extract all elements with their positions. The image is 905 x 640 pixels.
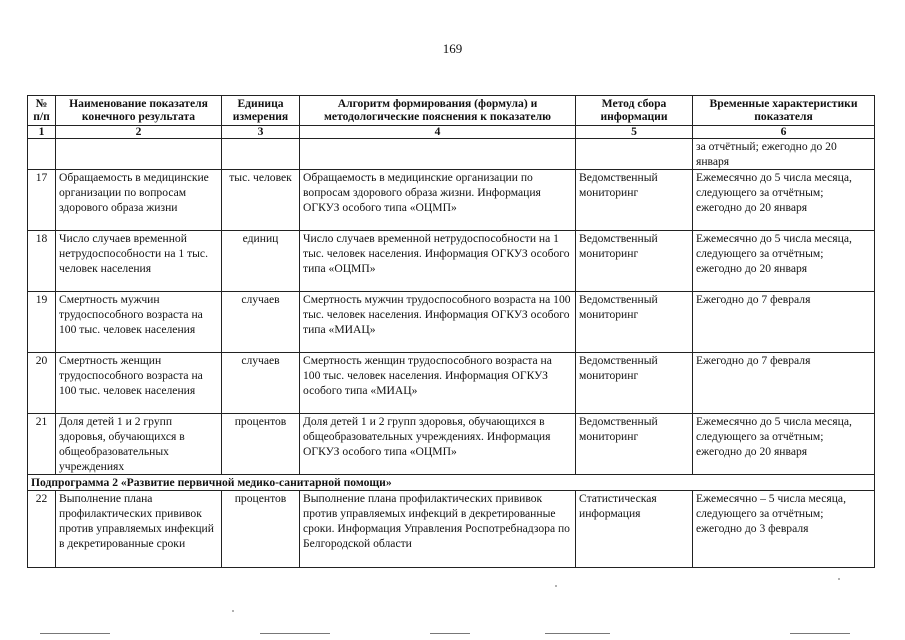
column-index: 2 <box>56 126 222 139</box>
indicators-table <box>27 95 875 568</box>
row-number: 22 <box>28 491 56 568</box>
method-cell: Статистическая информация <box>576 491 693 568</box>
unit-cell: единиц <box>222 231 300 292</box>
row-number: 17 <box>28 170 56 231</box>
algorithm-cell: Смертность женщин трудоспособного возраста на 100 тыс. человек населения. Информация ОГКУЗ особого типа «МИАЦ» <box>300 353 576 414</box>
row-number: 19 <box>28 292 56 353</box>
timing-cell: за отчётный; ежегодно до 20 января <box>693 139 875 170</box>
continuation-row <box>28 139 875 170</box>
column-index: 6 <box>693 126 875 139</box>
table-row <box>28 353 875 414</box>
algorithm-cell: Обращаемость в медицинские организации по вопросам здорового образа жизни. Информация ОГКУЗ особого типа «ОЦМП» <box>300 170 576 231</box>
header-name: Наименование показателя конечного результата <box>56 96 222 126</box>
unit-cell: процентов <box>222 491 300 568</box>
scan-artifact-line <box>260 633 330 634</box>
indicator-name: Смертность мужчин трудоспособного возраста на 100 тыс. человек населения <box>56 292 222 353</box>
row-number: 20 <box>28 353 56 414</box>
column-index: 5 <box>576 126 693 139</box>
indicator-name: Смертность женщин трудоспособного возраста на 100 тыс. человек населения <box>56 353 222 414</box>
timing-cell: Ежемесячно до 5 числа месяца, следующего за отчётным; ежегодно до 20 января <box>693 231 875 292</box>
method-cell: Ведомственный мониторинг <box>576 292 693 353</box>
unit-cell: тыс. человек <box>222 170 300 231</box>
subprogram-title: Подпрограмма 2 «Развитие первичной медико-санитарной помощи» <box>28 475 875 491</box>
method-cell: Ведомственный мониторинг <box>576 353 693 414</box>
row-number: 21 <box>28 414 56 475</box>
indicator-name: Выполнение плана профилактических прививок против управляемых инфекций в декретированные сроки <box>56 491 222 568</box>
scan-speck <box>838 578 840 580</box>
table-row <box>28 231 875 292</box>
header-unit: Единица измерения <box>222 96 300 126</box>
scan-artifact-line <box>40 633 110 634</box>
column-index: 4 <box>300 126 576 139</box>
algorithm-cell: Смертность мужчин трудоспособного возраста на 100 тыс. человек населения. Информация ОГКУЗ особого типа «МИАЦ» <box>300 292 576 353</box>
subprogram-row <box>28 475 875 491</box>
table-row <box>28 491 875 568</box>
indicator-name: Доля детей 1 и 2 групп здоровья, обучающихся в общеобразовательных учреждениях <box>56 414 222 475</box>
header-method: Метод сбора информации <box>576 96 693 126</box>
column-index: 1 <box>28 126 56 139</box>
algorithm-cell: Доля детей 1 и 2 групп здоровья, обучающихся в общеобразовательных учреждениях. Информация ОГКУЗ особого типа «ОЦМП» <box>300 414 576 475</box>
scan-speck <box>555 585 557 587</box>
table-row <box>28 292 875 353</box>
timing-cell: Ежемесячно – 5 числа месяца, следующего за отчётным; ежегодно до 3 февраля <box>693 491 875 568</box>
scan-artifact-line <box>430 633 470 634</box>
timing-cell: Ежемесячно до 5 числа месяца, следующего за отчётным; ежегодно до 20 января <box>693 170 875 231</box>
table-header-row <box>28 96 875 126</box>
column-index: 3 <box>222 126 300 139</box>
scan-speck <box>232 610 234 612</box>
method-cell: Ведомственный мониторинг <box>576 231 693 292</box>
table-row <box>28 170 875 231</box>
header-number: № п/п <box>28 96 56 126</box>
method-cell: Ведомственный мониторинг <box>576 414 693 475</box>
timing-cell: Ежегодно до 7 февраля <box>693 292 875 353</box>
row-number: 18 <box>28 231 56 292</box>
timing-cell: Ежемесячно до 5 числа месяца, следующего за отчётным; ежегодно до 20 января <box>693 414 875 475</box>
algorithm-cell: Выполнение плана профилактических прививок против управляемых инфекций в декретированные сроки. Информация Управления Роспотребнадзора по Белгородской области <box>300 491 576 568</box>
scan-artifact-line <box>790 633 850 634</box>
unit-cell: случаев <box>222 353 300 414</box>
unit-cell: случаев <box>222 292 300 353</box>
timing-cell: Ежегодно до 7 февраля <box>693 353 875 414</box>
unit-cell: процентов <box>222 414 300 475</box>
page-number: 169 <box>442 41 463 56</box>
method-cell: Ведомственный мониторинг <box>576 170 693 231</box>
scan-artifact-line <box>545 633 610 634</box>
table-row <box>28 414 875 475</box>
indicator-name: Обращаемость в медицинские организации по вопросам здорового образа жизни <box>56 170 222 231</box>
algorithm-cell: Число случаев временной нетрудоспособности на 1 тыс. человек населения. Информация ОГКУЗ особого типа «ОЦМП» <box>300 231 576 292</box>
header-timing: Временные характеристики показателя <box>693 96 875 126</box>
header-algorithm: Алгоритм формирования (формула) и методологические пояснения к показателю <box>300 96 576 126</box>
column-index-row <box>28 126 875 139</box>
indicator-name: Число случаев временной нетрудоспособности на 1 тыс. человек населения <box>56 231 222 292</box>
